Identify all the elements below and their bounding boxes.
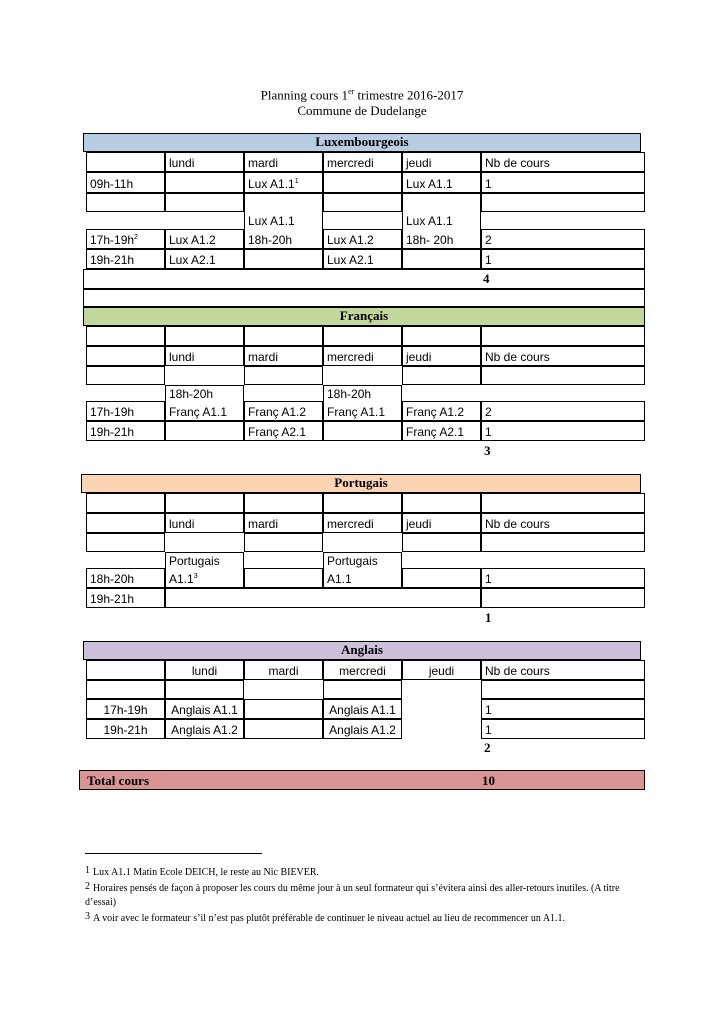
course-cell: Lux A1.2 bbox=[323, 229, 402, 249]
col-header-nb-cours: Nb de cours bbox=[481, 660, 645, 680]
subtotal-value: 3 bbox=[484, 443, 491, 458]
time-cell: 19h-21h bbox=[86, 421, 165, 441]
count-cell: 1 bbox=[481, 699, 645, 719]
footnote-1: $^1$ Lux A1.1 Matin Ecole DEICH, le reste au Nic BIEVER. bbox=[85, 865, 320, 878]
grid-cell bbox=[165, 326, 244, 346]
count-cell: 2 bbox=[481, 401, 645, 421]
course-cell: Franç A1.2 bbox=[244, 401, 323, 421]
grid-cell bbox=[481, 493, 645, 513]
col-header-jeudi: jeudi bbox=[402, 152, 481, 172]
grid-cell bbox=[244, 568, 323, 588]
course-cell: Lux A1.2 bbox=[165, 229, 244, 249]
col-header-mercredi: mercredi bbox=[323, 346, 402, 366]
grid-cell bbox=[244, 249, 323, 269]
grid-cell bbox=[165, 421, 244, 441]
col-header-lundi: lundi bbox=[165, 513, 244, 533]
grid-cell bbox=[86, 660, 165, 680]
grid-cell bbox=[86, 366, 165, 385]
count-cell: 2 bbox=[481, 229, 645, 249]
grid-cell bbox=[323, 493, 402, 513]
grid-cell bbox=[481, 588, 645, 608]
footnote-ref: 3 bbox=[193, 573, 198, 580]
course-cell: Franç A2.1 bbox=[402, 421, 481, 441]
grid-cell bbox=[86, 493, 165, 513]
grid-cell bbox=[244, 699, 323, 719]
footnote-2: $^2$ Horaires pensés de façon à proposer les cours du même jour à un seul formateur qui s’évitera ainsi des aller-retours inutiles. (A titre d’essai) bbox=[85, 881, 620, 908]
course-cell: Franç A1.2 bbox=[402, 401, 481, 421]
course-cell: Anglais A1.1 bbox=[165, 699, 244, 719]
grid-cell bbox=[323, 172, 402, 193]
count-cell: 1 bbox=[481, 421, 645, 441]
grid-cell bbox=[86, 346, 165, 366]
grid-cell bbox=[323, 326, 402, 346]
grid-cell bbox=[402, 249, 481, 269]
spacer-row bbox=[83, 289, 645, 307]
col-header-lundi: lundi bbox=[165, 152, 244, 172]
col-header-nb-cours: Nb de cours bbox=[481, 513, 645, 533]
col-header-mardi: mardi bbox=[244, 346, 323, 366]
grid-cell bbox=[323, 680, 402, 699]
count-cell: 1 bbox=[481, 568, 645, 588]
grid-cell bbox=[402, 533, 481, 552]
francais-header: Français bbox=[83, 307, 645, 326]
course-cell: Lux A2.1 bbox=[323, 249, 402, 269]
col-header-mercredi: mercredi bbox=[323, 513, 402, 533]
course-cell: Anglais A1.1 bbox=[323, 699, 402, 719]
portugais-header: Portugais bbox=[81, 474, 641, 493]
col-header-nb-cours: Nb de cours bbox=[481, 152, 645, 172]
footnote-separator bbox=[85, 853, 262, 854]
course-cell: 18h-20h Franç A1.1 bbox=[323, 385, 402, 421]
grid-cell bbox=[244, 366, 323, 385]
total-cours-value: 10 bbox=[482, 773, 495, 788]
col-header-mercredi: mercredi bbox=[323, 660, 402, 680]
time-cell: $17h-19h^2$ bbox=[86, 229, 165, 249]
time-cell: 17h-19h bbox=[86, 699, 165, 719]
course-cell: Lux A1.1 18h- 20h bbox=[402, 193, 481, 249]
course-cell: Lux A2.1 bbox=[165, 249, 244, 269]
course-cell: Portugais $A1.1^3$ bbox=[165, 552, 244, 588]
grid-cell bbox=[86, 193, 165, 212]
grid-cell bbox=[244, 326, 323, 346]
grid-cell bbox=[481, 680, 645, 699]
grid-cell bbox=[481, 533, 645, 552]
subtotal-value: 2 bbox=[484, 740, 491, 755]
grid-cell bbox=[402, 366, 481, 385]
col-header-mercredi: mercredi bbox=[323, 152, 402, 172]
time-cell: 19h-21h bbox=[86, 249, 165, 269]
col-header-jeudi: jeudi bbox=[402, 513, 481, 533]
grid-cell bbox=[86, 533, 165, 552]
grid-cell bbox=[86, 513, 165, 533]
col-header-mardi: mardi bbox=[244, 660, 323, 680]
grid-cell bbox=[86, 152, 165, 172]
grid-cell bbox=[86, 680, 165, 699]
grid-cell bbox=[323, 193, 402, 212]
time-cell: 17h-19h bbox=[86, 401, 165, 421]
grid-cell bbox=[481, 193, 645, 212]
col-header-nb-cours: Nb de cours bbox=[481, 346, 645, 366]
col-header-jeudi: jeudi bbox=[402, 346, 481, 366]
anglais-header: Anglais bbox=[83, 641, 641, 660]
col-header-lundi: lundi bbox=[165, 346, 244, 366]
course-cell: Lux A1.1 bbox=[402, 172, 481, 193]
subtotal-row bbox=[83, 269, 645, 289]
col-header-mardi: mardi bbox=[244, 152, 323, 172]
time-cell: 19h-21h bbox=[86, 588, 165, 608]
time-cell: 19h-21h bbox=[86, 719, 165, 739]
footnote-ref: 1 bbox=[294, 178, 299, 185]
course-cell: Lux A1.1 18h-20h bbox=[244, 193, 323, 249]
subtotal-value: 4 bbox=[483, 271, 490, 286]
grid-cell bbox=[323, 421, 402, 441]
subtotal-value: 1 bbox=[485, 610, 492, 625]
count-cell: 1 bbox=[481, 719, 645, 739]
grid-cell bbox=[481, 326, 645, 346]
course-cell: Lux $A1.1^1$ bbox=[244, 172, 323, 193]
col-header-lundi: lundi bbox=[165, 660, 244, 680]
grid-cell bbox=[402, 568, 481, 588]
time-cell: 09h-11h bbox=[86, 172, 165, 193]
grid-cell bbox=[165, 172, 244, 193]
time-cell: 18h-20h bbox=[86, 568, 165, 588]
course-cell: Anglais A1.2 bbox=[165, 719, 244, 739]
total-cours-label: Total cours bbox=[87, 773, 149, 788]
grid-cell bbox=[165, 193, 244, 212]
col-header-mardi: mardi bbox=[244, 513, 323, 533]
grid-cell bbox=[244, 493, 323, 513]
grid-cell bbox=[244, 533, 323, 552]
footnote-3: $^3$ A voir avec le formateur s’il n’est pas plutôt préférable de continuer le niveau actuel au lieu de recommencer un A1.1. bbox=[85, 911, 566, 924]
page-title: Planning cours 1er trimestre 2016-2017 bbox=[260, 87, 464, 103]
course-cell: 18h-20h Franç A1.1 bbox=[165, 385, 244, 421]
count-cell: 1 bbox=[481, 172, 645, 193]
grid-cell bbox=[165, 493, 244, 513]
col-header-jeudi: jeudi bbox=[402, 660, 481, 680]
footnote-ref: 2 bbox=[134, 234, 138, 241]
grid-cell bbox=[165, 680, 244, 699]
luxembourgeois-header: Luxembourgeois bbox=[83, 133, 641, 152]
grid-cell bbox=[481, 366, 645, 385]
grid-cell bbox=[165, 588, 481, 608]
count-cell: 1 bbox=[481, 249, 645, 269]
grid-cell bbox=[402, 326, 481, 346]
course-cell: Anglais A1.2 bbox=[323, 719, 402, 739]
grid-cell bbox=[244, 719, 323, 739]
total-cours-row bbox=[79, 770, 645, 790]
page-subtitle: Commune de Dudelange bbox=[297, 103, 427, 118]
grid-cell bbox=[86, 326, 165, 346]
course-cell: Franç A2.1 bbox=[244, 421, 323, 441]
grid-cell bbox=[402, 493, 481, 513]
course-cell: Portugais A1.1 bbox=[323, 552, 402, 588]
